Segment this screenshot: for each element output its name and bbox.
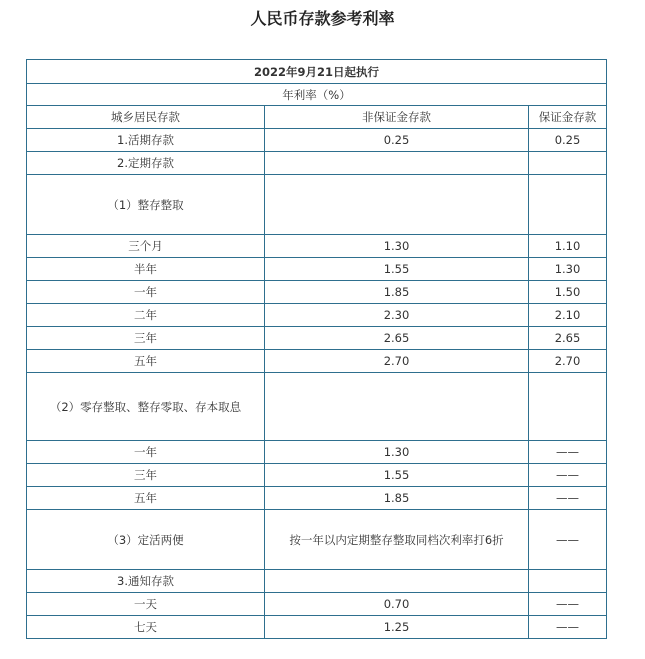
row-label: （3）定活两便 — [27, 510, 265, 570]
table-row — [27, 441, 607, 464]
row-label: 1.活期存款 — [27, 129, 265, 152]
effective-date-row — [27, 60, 607, 84]
row-label: （1）整存整取 — [27, 175, 265, 235]
page-title: 人民币存款参考利率 — [250, 9, 395, 28]
header-row — [27, 106, 607, 129]
margin-rate: 1.50 — [529, 281, 607, 304]
margin-rate: 2.65 — [529, 327, 607, 350]
row-label: 五年 — [27, 487, 265, 510]
margin-rate: —— — [529, 616, 607, 639]
table-row — [27, 570, 607, 593]
row-label: 一天 — [27, 593, 265, 616]
table-row — [27, 175, 607, 235]
row-label: 三年 — [27, 327, 265, 350]
non-margin-rate: 2.70 — [265, 350, 529, 373]
margin-rate: —— — [529, 510, 607, 570]
non-margin-rate: 1.85 — [265, 487, 529, 510]
table-row — [27, 464, 607, 487]
margin-rate: 2.10 — [529, 304, 607, 327]
margin-rate: —— — [529, 487, 607, 510]
row-label: 二年 — [27, 304, 265, 327]
table-row — [27, 616, 607, 639]
non-margin-rate: 1.85 — [265, 281, 529, 304]
effective-date: 2022年9月21日起执行 — [27, 60, 607, 84]
table-row — [27, 350, 607, 373]
margin-rate: 1.10 — [529, 235, 607, 258]
row-label: 三个月 — [27, 235, 265, 258]
non-margin-rate — [265, 175, 529, 235]
row-label: 三年 — [27, 464, 265, 487]
non-margin-rate: 0.70 — [265, 593, 529, 616]
margin-rate — [529, 152, 607, 175]
rate-unit: 年利率（%） — [27, 84, 607, 106]
table-row — [27, 304, 607, 327]
table-row — [27, 281, 607, 304]
non-margin-rate: 1.30 — [265, 235, 529, 258]
deposit-rate-table — [26, 59, 607, 639]
row-label: 2.定期存款 — [27, 152, 265, 175]
table-row — [27, 593, 607, 616]
non-margin-rate: 1.55 — [265, 464, 529, 487]
header-margin-deposit: 保证金存款 — [529, 106, 607, 129]
non-margin-rate: 0.25 — [265, 129, 529, 152]
margin-rate: —— — [529, 441, 607, 464]
row-label: （2）零存整取、整存零取、存本取息 — [27, 373, 265, 441]
margin-rate: —— — [529, 593, 607, 616]
non-margin-rate — [265, 152, 529, 175]
non-margin-rate: 2.30 — [265, 304, 529, 327]
margin-rate — [529, 175, 607, 235]
row-label: 半年 — [27, 258, 265, 281]
non-margin-rate — [265, 373, 529, 441]
non-margin-rate: 1.55 — [265, 258, 529, 281]
non-margin-rate: 1.25 — [265, 616, 529, 639]
table-row — [27, 152, 607, 175]
table-row — [27, 487, 607, 510]
margin-rate: 1.30 — [529, 258, 607, 281]
non-margin-rate: 按一年以内定期整存整取同档次利率打6折 — [265, 510, 529, 570]
margin-rate: 0.25 — [529, 129, 607, 152]
table-row — [27, 258, 607, 281]
non-margin-rate: 2.65 — [265, 327, 529, 350]
margin-rate — [529, 570, 607, 593]
row-label: 3.通知存款 — [27, 570, 265, 593]
row-label: 七天 — [27, 616, 265, 639]
row-label: 五年 — [27, 350, 265, 373]
table-row — [27, 235, 607, 258]
header-residential-deposit: 城乡居民存款 — [27, 106, 265, 129]
margin-rate: 2.70 — [529, 350, 607, 373]
table-row — [27, 510, 607, 570]
non-margin-rate — [265, 570, 529, 593]
unit-row — [27, 84, 607, 106]
table-row — [27, 373, 607, 441]
non-margin-rate: 1.30 — [265, 441, 529, 464]
table-row — [27, 327, 607, 350]
margin-rate — [529, 373, 607, 441]
margin-rate: —— — [529, 464, 607, 487]
row-label: 一年 — [27, 441, 265, 464]
header-non-margin-deposit: 非保证金存款 — [265, 106, 529, 129]
table-row — [27, 129, 607, 152]
row-label: 一年 — [27, 281, 265, 304]
